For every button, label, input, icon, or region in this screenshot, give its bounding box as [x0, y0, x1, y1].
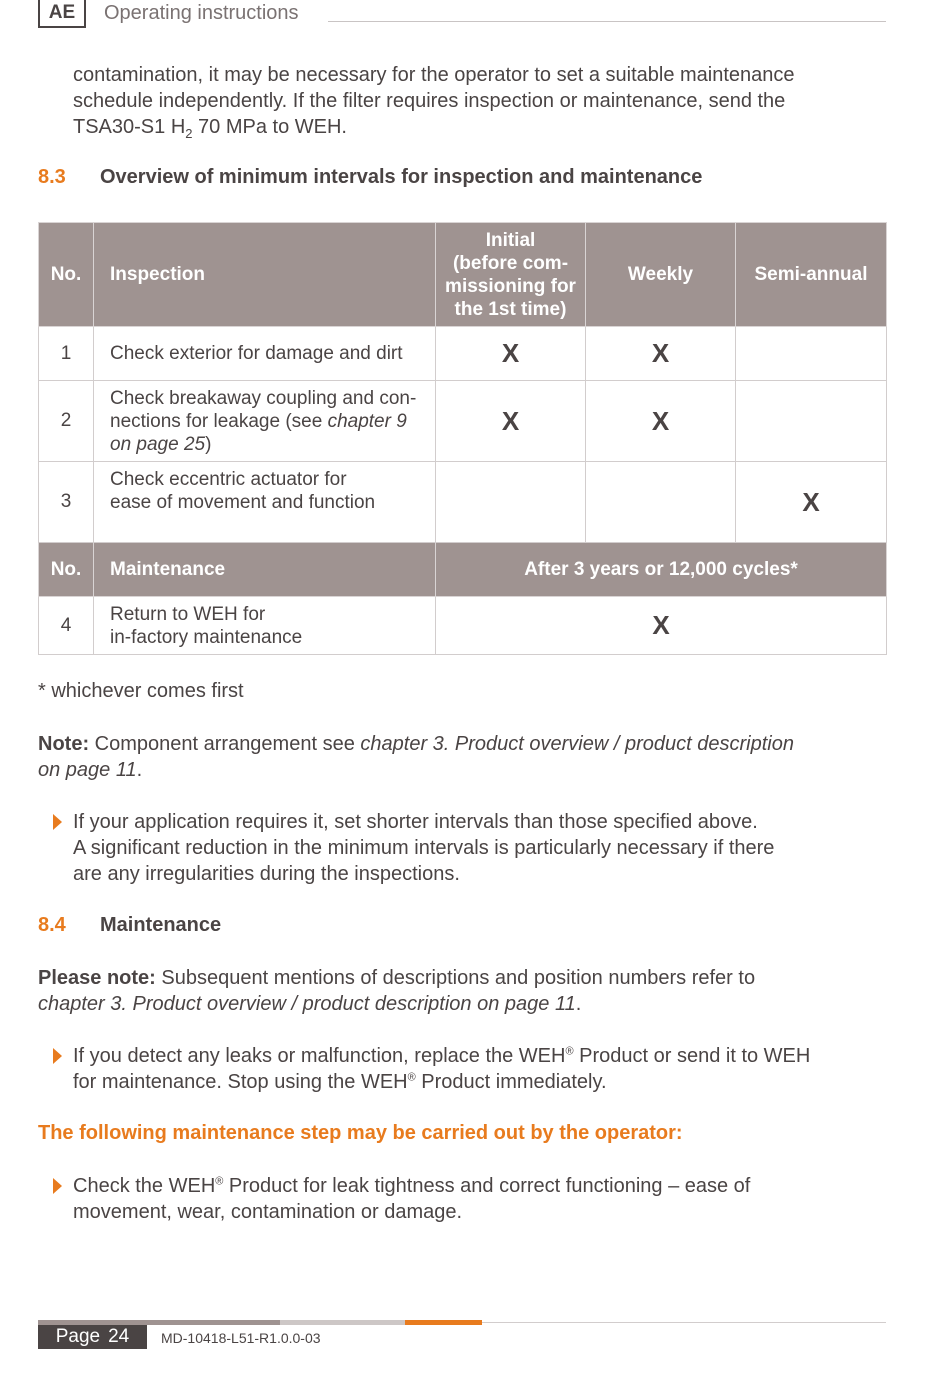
page-link[interactable]: on page 25 — [110, 433, 206, 455]
please-note-chapter-link[interactable]: chapter 3. Product overview / product description on page 11 — [38, 993, 576, 1015]
page-number-box — [38, 1325, 147, 1349]
col-header-initial — [436, 223, 586, 327]
row-text-line-1: Check eccentric actuator for — [110, 469, 347, 490]
intro-subscript: 2 — [185, 126, 193, 141]
row-maintenance — [94, 597, 436, 655]
please-note-text: Subsequent mentions of descriptions and position numbers refer to — [155, 967, 756, 989]
col-header-inspection: Inspection — [94, 223, 436, 327]
operator-heading: The following maintenance step may be carried out by the operator: — [38, 1122, 683, 1144]
note-chapter-link[interactable]: chapter 3. Product overview / product description — [360, 733, 794, 755]
row-text-line-1: Check breakaway coupling and con- — [110, 387, 417, 409]
note-paragraph — [38, 731, 888, 783]
initial-line-2: (before com- — [452, 252, 569, 274]
row-inspection: Check exterior for damage and dirt — [94, 327, 436, 381]
row-inspection — [94, 381, 436, 462]
footnote: * whichever comes first — [38, 680, 244, 702]
row-text-line-2: in-factory maintenance — [110, 626, 303, 648]
row-no: 4 — [39, 597, 94, 655]
row-text-line-1: Return to WEH for — [110, 603, 266, 625]
bullet-arrow-icon — [53, 1178, 62, 1194]
intro-paragraph — [73, 62, 893, 140]
intro-line-3a: TSA30-S1 H — [73, 116, 186, 138]
row-text-line-3 — [110, 433, 435, 456]
table-row — [39, 327, 887, 381]
header-rule — [328, 21, 886, 22]
mark-weekly — [586, 462, 736, 543]
mark-weekly: X — [586, 327, 736, 381]
bullet3-text-c: movement, wear, contamination or damage. — [73, 1201, 463, 1223]
mark-initial: X — [436, 381, 586, 462]
footer-bar-orange — [405, 1320, 482, 1325]
bullet-check — [73, 1173, 893, 1225]
section-8-4-number: 8.4 — [38, 914, 66, 936]
bullet1-line-3: are any irregularities during the inspections. — [73, 863, 460, 885]
bullet1-line-1: If your application requires it, set shorter intervals than those specified above. — [73, 811, 758, 833]
maint-header-no: No. — [39, 543, 94, 597]
bullet-arrow-icon — [53, 814, 62, 830]
mark-weekly: X — [586, 381, 736, 462]
please-note-end: . — [575, 993, 582, 1015]
mark-semiannual — [736, 381, 887, 462]
bullet3-text-b: Product for leak tightness and correct functioning – ease of — [223, 1175, 751, 1197]
note-end: . — [136, 759, 143, 781]
page-label: Page — [55, 1326, 101, 1347]
table-row — [39, 462, 887, 543]
table-row — [39, 597, 887, 655]
page-header — [38, 0, 886, 32]
initial-line-4: the 1st time) — [454, 298, 567, 320]
bullet3-text-a: Check the WEH — [73, 1175, 216, 1197]
maint-header-interval: After 3 years or 12,000 cycles* — [436, 543, 887, 597]
intro-line-1: contamination, it may be necessary for the operator to set a suitable maintenance — [73, 64, 795, 86]
mark-initial — [436, 462, 586, 543]
please-note-label: Please note: — [38, 967, 156, 989]
table-header-row — [39, 223, 887, 327]
header-title: Operating instructions — [104, 2, 299, 24]
note-label: Note: — [38, 733, 90, 755]
row-no: 2 — [39, 381, 94, 462]
col-header-no: No. — [39, 223, 94, 327]
footer-rule — [482, 1322, 886, 1323]
footer-bar-light — [280, 1320, 405, 1325]
bullet2-text-a: If you detect any leaks or malfunction, replace the WEH — [73, 1045, 566, 1067]
bullet2-text-b: Product or send it to WEH — [573, 1045, 811, 1067]
mark-semiannual — [736, 327, 887, 381]
row-no: 3 — [39, 462, 94, 543]
mark-initial: X — [436, 327, 586, 381]
bullet-intervals — [73, 809, 893, 887]
bullet-leaks — [73, 1043, 893, 1095]
registered-mark: ® — [407, 1071, 416, 1084]
row-text-line-2a: nections for leakage (see — [110, 410, 328, 432]
intro-line-2: schedule independently. If the filter requires inspection or maintenance, send the — [73, 90, 786, 112]
bullet-arrow-icon — [53, 1048, 62, 1064]
initial-line-3: missioning for — [445, 275, 576, 297]
language-badge: AE — [38, 0, 86, 28]
col-header-weekly: Weekly — [586, 223, 736, 327]
bullet2-text-d: Product immediately. — [415, 1071, 607, 1093]
interval-table — [38, 222, 887, 655]
row-text-end: ) — [205, 433, 212, 455]
maint-header-maintenance: Maintenance — [94, 543, 436, 597]
bullet1-line-2: A significant reduction in the minimum intervals is particularly necessary if there — [73, 837, 775, 859]
table-row — [39, 381, 887, 462]
section-8-4-title: Maintenance — [100, 914, 222, 936]
please-note-paragraph — [38, 965, 888, 1017]
row-no: 1 — [39, 327, 94, 381]
document-number: MD-10418-L51-R1.0.0-03 — [161, 1330, 321, 1346]
intro-line-3b: 70 MPa to WEH. — [192, 116, 347, 138]
maintenance-header-row — [39, 543, 887, 597]
initial-line-1: Initial — [485, 229, 536, 251]
mark-semiannual: X — [736, 462, 887, 543]
page-number: 24 — [108, 1326, 130, 1347]
section-8-3-title: Overview of minimum intervals for inspection and maintenance — [100, 166, 703, 188]
section-8-3-number: 8.3 — [38, 166, 66, 188]
registered-mark: ® — [215, 1175, 224, 1188]
note-text: Component arrangement see — [89, 733, 361, 755]
registered-mark: ® — [565, 1045, 574, 1058]
note-page-link[interactable]: on page 11 — [38, 759, 137, 781]
row-text-line-2 — [110, 410, 435, 433]
chapter-link[interactable]: chapter 9 — [327, 410, 407, 432]
row-text-line-2: ease of movement and function — [110, 492, 376, 513]
mark-maintenance: X — [436, 597, 887, 655]
col-header-semiannual: Semi-annual — [736, 223, 887, 327]
bullet2-text-c: for maintenance. Stop using the WEH — [73, 1071, 408, 1093]
row-inspection — [94, 462, 436, 543]
intro-line-3 — [73, 114, 893, 140]
